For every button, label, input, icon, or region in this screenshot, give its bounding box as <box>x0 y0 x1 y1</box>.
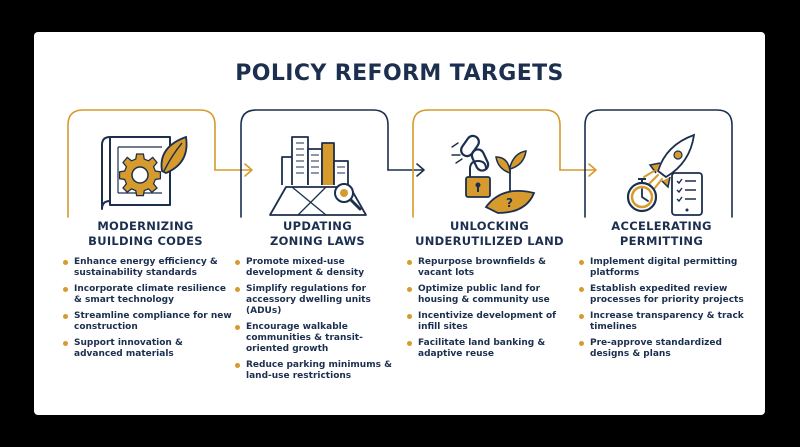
list-item: Streamline compliance for new construction <box>62 311 232 333</box>
list-item: Encourage walkable communities & transit-oriented growth <box>234 322 404 355</box>
step-title: ACCELERATING PERMITTING <box>611 219 712 248</box>
step-accelerating-permitting <box>574 32 749 415</box>
step-modernizing-building-codes <box>58 32 233 415</box>
step-title: UNLOCKING UNDERUTILIZED LAND <box>415 219 564 248</box>
chain-padlock-sprout-icon <box>402 127 577 222</box>
list-item: Promote mixed-use development & density <box>234 257 404 279</box>
list-item: Simplify regulations for accessory dwelling units (ADUs) <box>234 284 404 317</box>
list-item: Facilitate land banking & adaptive reuse <box>406 338 576 360</box>
step-title: MODERNIZING BUILDING CODES <box>88 219 203 248</box>
list-item: Support innovation & advanced materials <box>62 338 232 360</box>
city-map-magnifier-icon <box>230 127 405 222</box>
bullet-list <box>406 257 576 365</box>
list-item: Establish expedited review processes for priority projects <box>578 284 748 306</box>
bullet-list <box>578 257 748 365</box>
list-item: Increase transparency & track timelines <box>578 311 748 333</box>
list-item: Implement digital permitting platforms <box>578 257 748 279</box>
bullet-list <box>62 257 232 365</box>
svg-text:?: ? <box>506 196 513 210</box>
rocket-stopwatch-checklist-icon <box>574 127 749 222</box>
infographic-card <box>34 32 765 415</box>
blueprint-gear-leaf-icon <box>58 127 233 222</box>
bullet-list <box>234 257 404 387</box>
step-unlocking-underutilized-land <box>402 32 577 415</box>
list-item: Enhance energy efficiency & sustainability standards <box>62 257 232 279</box>
list-item: Incentivize development of infill sites <box>406 311 576 333</box>
page-title: POLICY REFORM TARGETS <box>235 61 564 86</box>
list-item: Repurpose brownfields & vacant lots <box>406 257 576 279</box>
list-item: Reduce parking minimums & land-use restrictions <box>234 360 404 382</box>
step-title: UPDATING ZONING LAWS <box>269 219 366 248</box>
list-item: Pre-approve standardized designs & plans <box>578 338 748 360</box>
step-updating-zoning-laws <box>230 32 405 415</box>
list-item: Incorporate climate resilience & smart technology <box>62 284 232 306</box>
list-item: Optimize public land for housing & community use <box>406 284 576 306</box>
